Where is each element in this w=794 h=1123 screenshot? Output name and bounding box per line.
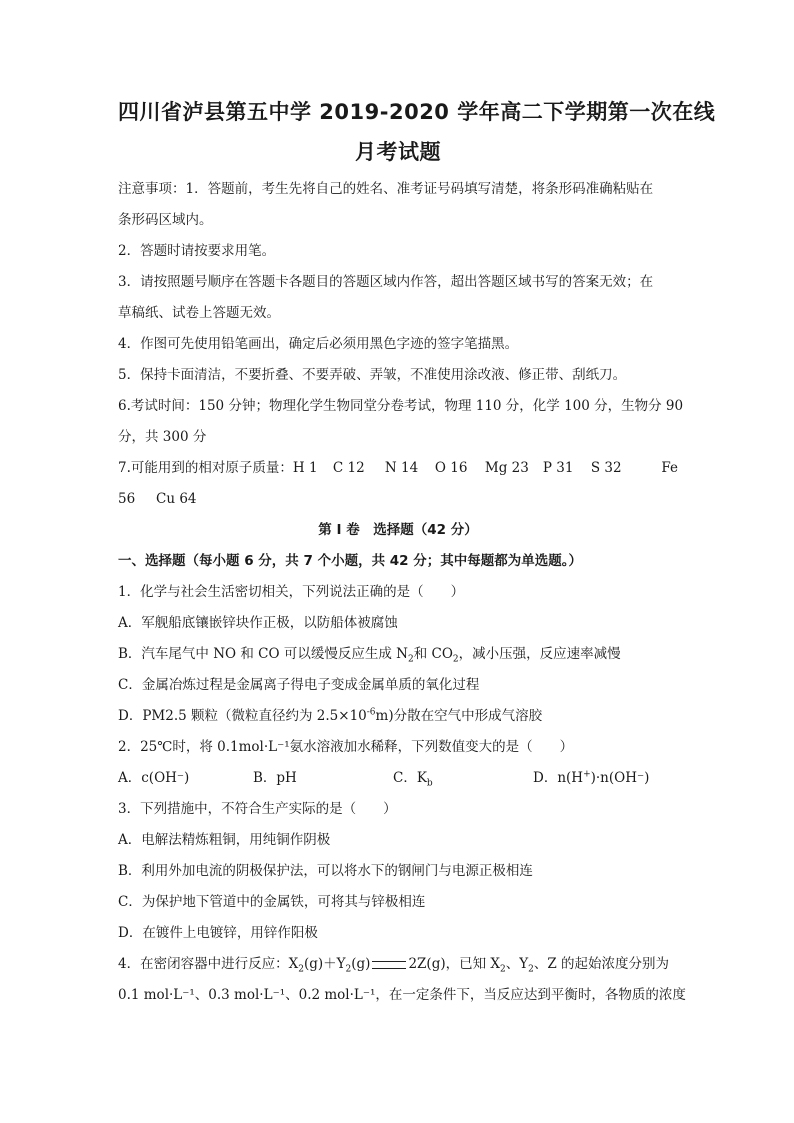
note-4: 4．作图可先使用铅笔画出，确定后必须用黑色字迹的签字笔描黑。 [118, 336, 519, 352]
note-6-cont: 分，共 300 分 [118, 429, 207, 445]
mass-o: O 16 [434, 460, 468, 476]
q2-option-c: C．$K_b$ [393, 770, 433, 789]
q3-stem: 3．下列措施中，不符合生产实际的是（ ） [118, 801, 397, 817]
q1-option-d: D．PM2.5 颗粒（微粒直径约为 $2.5\times 10^{-6}m$)分散在空气中形成气溶胶 [118, 707, 543, 724]
note-2: 2．答题时请按要求用笔。 [118, 243, 276, 259]
q3-option-c: C．为保护地下管道中的金属铁，可将其与锌极相连 [118, 894, 426, 910]
page-subtitle: 月考试题 [355, 140, 441, 164]
q1-option-c: C．金属冶炼过程是金属离子得电子变成金属单质的氧化过程 [118, 677, 480, 693]
note-1: 注意事项：1．答题前，考生先将自己的姓名、准考证号码填写清楚，将条形码准确粘贴在 [118, 181, 654, 197]
q2-option-b: B．pH [253, 770, 297, 786]
q1-option-a: A．军舰船底镶嵌锌块作正极，以防船体被腐蚀 [118, 615, 398, 631]
q4-stem-cont: 0.1 mol·L⁻¹、0.3 mol·L⁻¹、0.2 mol·L⁻¹，在一定条件下，当反应达到平衡时，各物质的浓度 [118, 987, 686, 1003]
section-heading: 第 I 卷 选择题（42 分） [318, 522, 478, 538]
q2-option-d: D．n(H+)·n(OH⁻) [533, 769, 650, 786]
note-7-cont [118, 484, 678, 515]
q3-option-a: A．电解法精炼粗铜，用纯铜作阴极 [118, 832, 331, 848]
q1-option-b: B．汽车尾气中 NO 和 CO 可以缓慢反应生成 $N_2$和 $CO_2$，减小压强，反应速率减慢 [118, 646, 621, 665]
note-3: 3．请按照题号顺序在答题卡各题目的答题区域内作答，超出答题区域书写的答案无效；在 [118, 274, 654, 290]
page-title: 四川省泸县第五中学 2019-2020 学年高二下学期第一次在线 [118, 100, 716, 124]
q2-stem: 2．25℃时，将 0.1mol·L⁻¹氨水溶液加水稀释，下列数值变大的是（ ） [118, 739, 574, 755]
mass-c: C 12 [332, 460, 365, 476]
q3-option-b: B．利用外加电流的阴极保护法，可以将水下的钢闸门与电源正极相连 [118, 863, 533, 879]
note-7-atomic-masses [118, 453, 678, 484]
mass-s: S 32 [590, 460, 622, 476]
mass-n: N 14 [384, 460, 419, 476]
note-7-prefix: 7.可能用到的相对原子质量： [118, 460, 293, 476]
equilibrium-arrow-icon [372, 961, 406, 969]
q3-option-d: D．在镀件上电镀锌，用锌作阳极 [118, 925, 318, 941]
mass-cu: Cu 64 [156, 491, 197, 507]
q2-option-a: A．c(OH⁻) [118, 770, 190, 786]
mass-fe-value: 56 [118, 491, 136, 507]
q1-stem: 1．化学与社会生活密切相关，下列说法正确的是（ ） [118, 584, 465, 600]
exam-page [118, 92, 716, 1011]
mass-h: H 1 [292, 460, 318, 476]
note-5: 5．保持卡面清洁，不要折叠、不要弄破、弄皱，不准使用涂改液、修正带、刮纸刀。 [118, 367, 627, 383]
q4-stem: 4．在密闭容器中进行反应：$X_2(g)+Y_2(g)$ 2Z(g)，已知 $X_2$、$Y_2$、Z 的起始浓度分别为 [118, 956, 670, 975]
section-intro: 一、选择题（每小题 6 分，共 7 个小题，共 42 分；其中每题都为单选题。） [118, 553, 583, 569]
mass-fe-label: Fe [661, 460, 678, 476]
note-1-cont: 条形码区域内。 [118, 212, 213, 228]
q2-options [118, 763, 678, 794]
mass-p: P 31 [542, 460, 574, 476]
note-6: 6.考试时间：150 分钟；物理化学生物同堂分卷考试，物理 110 分，化学 100 分，生物分 90 [118, 398, 684, 414]
note-3-cont: 草稿纸、试卷上答题无效。 [118, 305, 280, 321]
mass-mg: Mg 23 [484, 460, 529, 476]
